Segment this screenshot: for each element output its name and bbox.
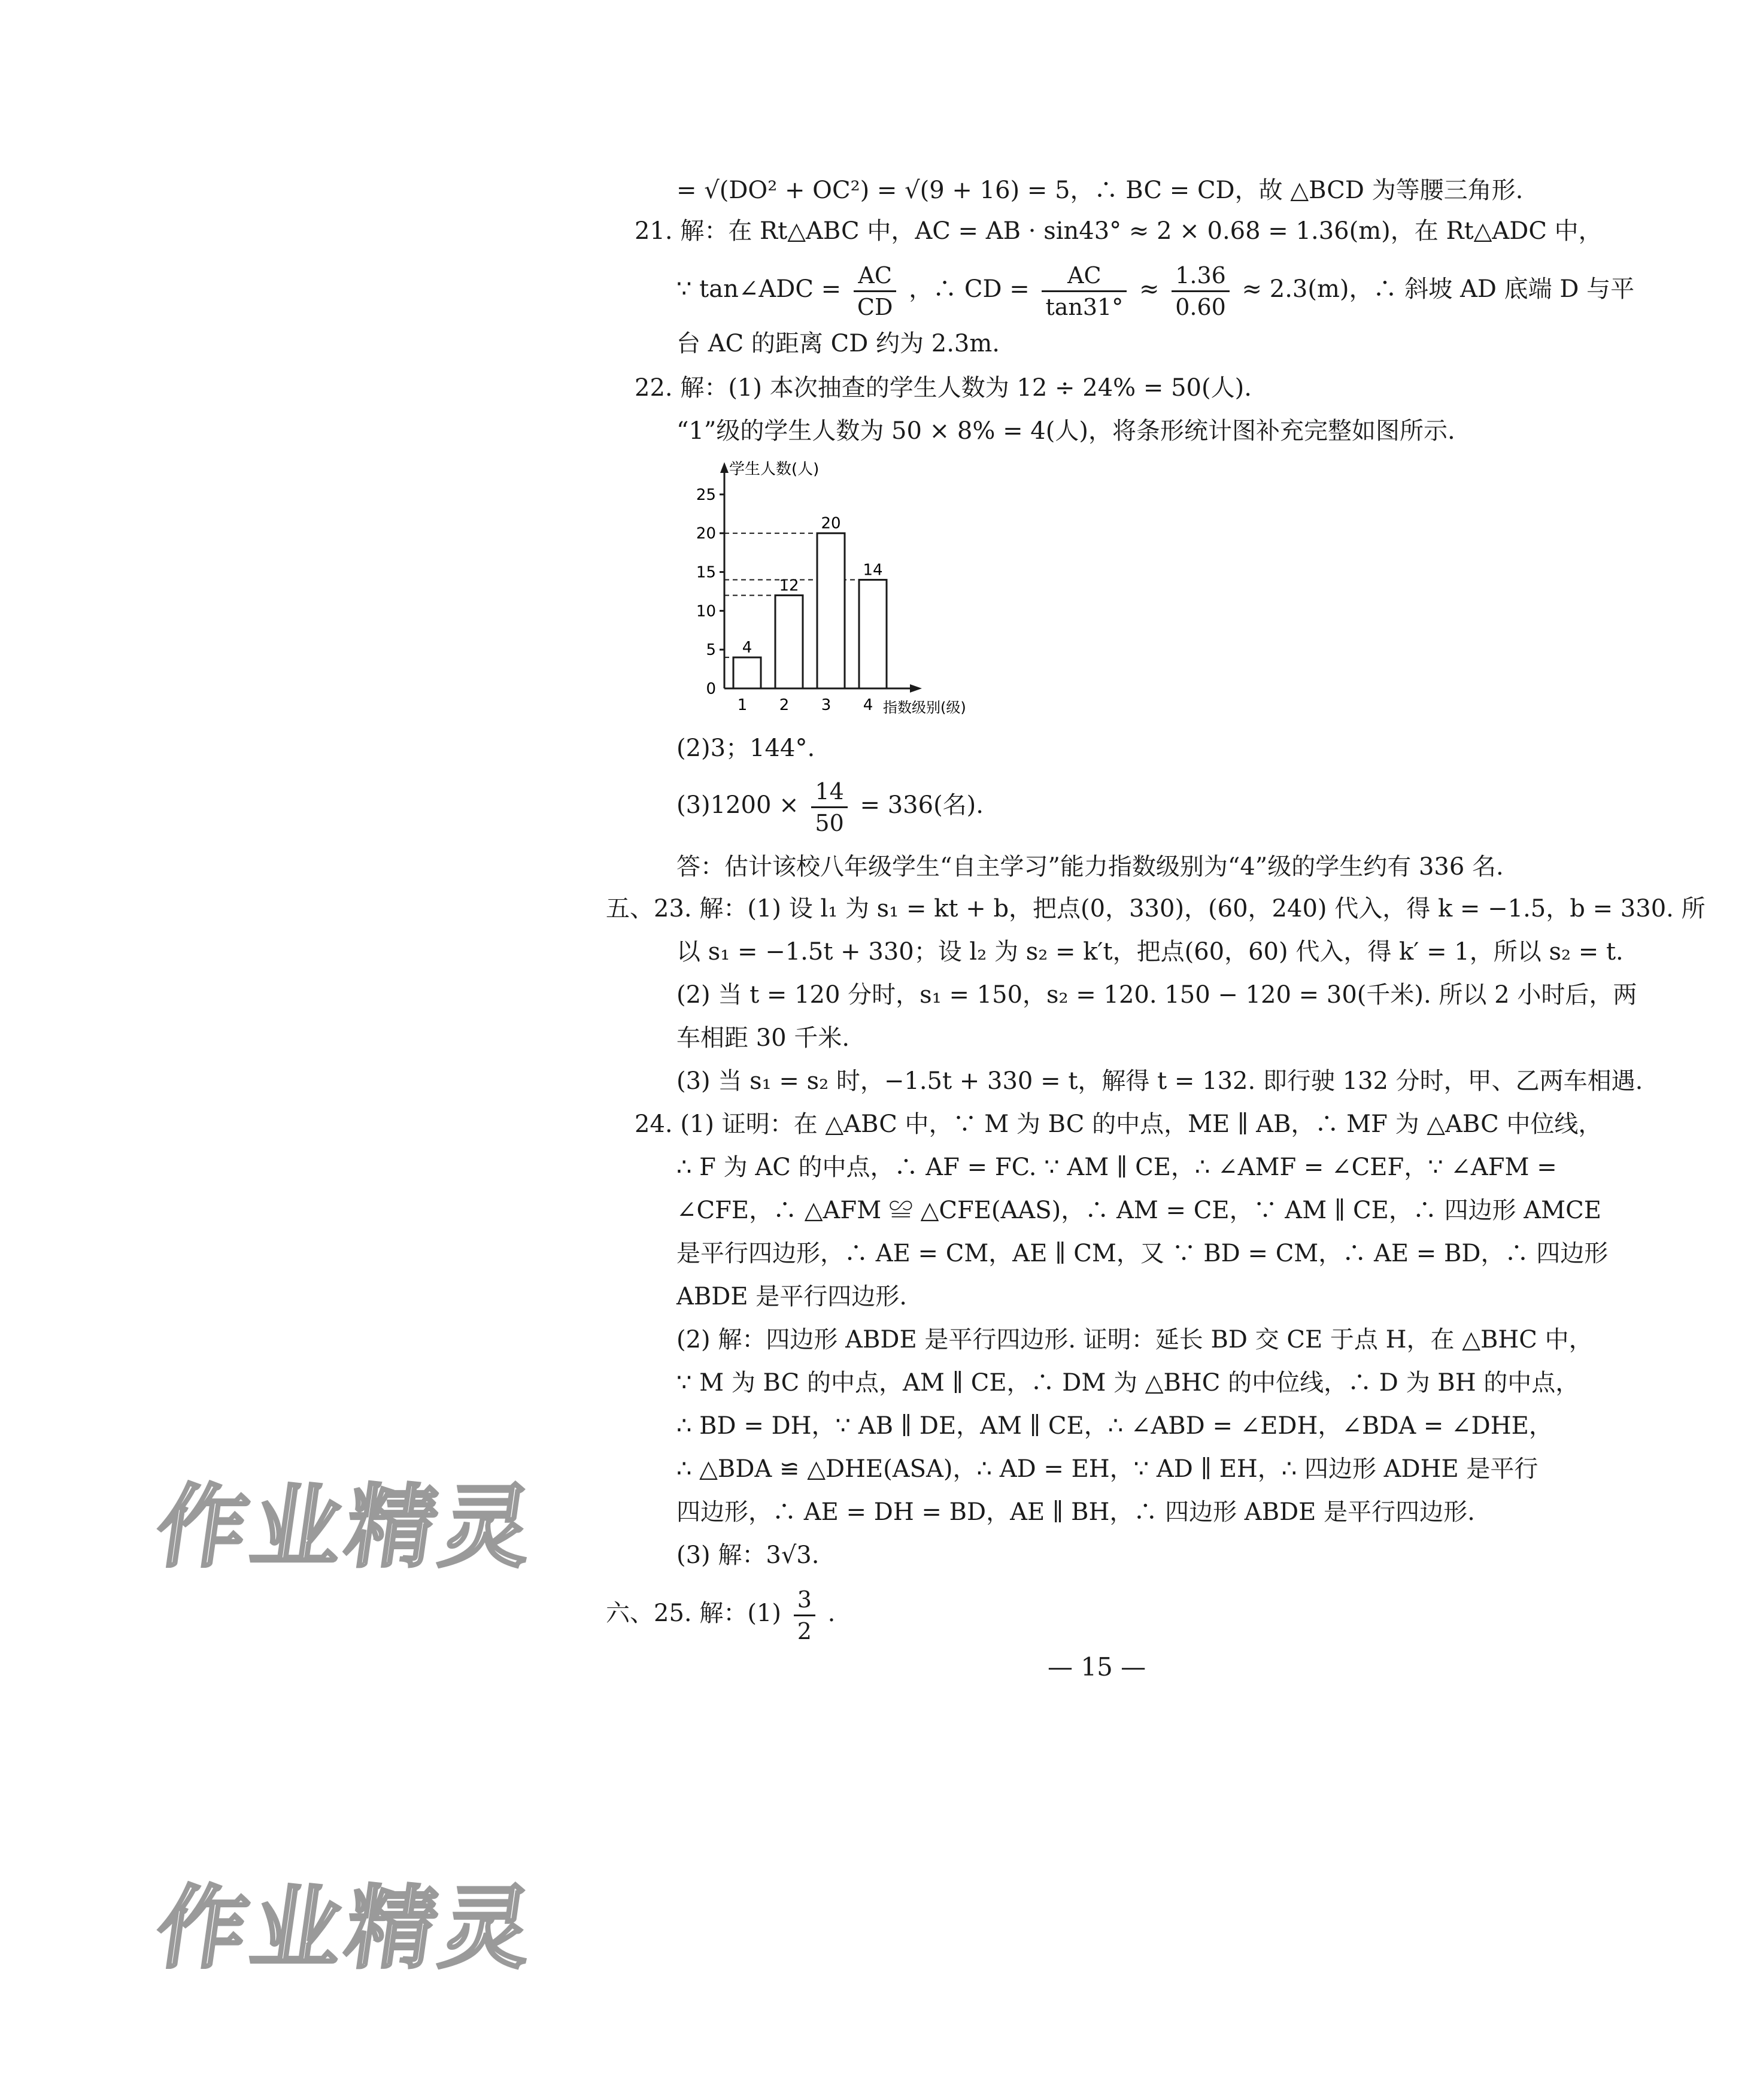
- y-tick-label: 20: [696, 524, 716, 543]
- numerator: 3: [794, 1588, 815, 1616]
- text-line: ∠CFE，∴ △AFM ≌ △CFE(AAS)，∴ AM = CE，∵ AM ∥ CE，∴ 四边形 AMCE: [676, 1197, 1601, 1224]
- text-line-problem-23: 五、23. 解：(1) 设 l₁ 为 s₁ = kt + b，把点(0，330)，(60，240) 代入，得 k = −1.5，b = 330. 所: [606, 895, 1706, 922]
- fraction: [1172, 264, 1230, 318]
- fraction: [854, 264, 897, 318]
- numerator: AC: [854, 264, 897, 292]
- bar: [775, 595, 803, 688]
- text-line: 车相距 30 千米.: [676, 1024, 850, 1052]
- x-axis-arrow: [910, 684, 922, 693]
- y-axis-label: 学生人数(人): [729, 460, 820, 478]
- bar-value-label: 4: [742, 639, 752, 657]
- text-line: (2)3；144°.: [676, 735, 815, 762]
- x-tick-label: 3: [821, 696, 832, 714]
- text-line: 四边形，∴ AE = DH = BD，AE ∥ BH，∴ 四边形 ABDE 是平行四边形.: [676, 1498, 1475, 1526]
- y-tick-label: 0: [706, 680, 716, 698]
- fraction: [811, 780, 847, 834]
- bar-value-label: 12: [779, 576, 799, 595]
- text-segment: 六、25. 解：(1): [606, 1600, 781, 1627]
- text-line: ∴ F 为 AC 的中点，∴ AF = FC. ∵ AM ∥ CE，∴ ∠AMF = ∠CEF，∵ ∠AFM =: [676, 1154, 1557, 1181]
- text-segment: (3)1200 ×: [676, 791, 799, 819]
- text-segment: ≈: [1139, 275, 1160, 303]
- text-line: ∴ BD = DH，∵ AB ∥ DE，AM ∥ CE，∴ ∠ABD = ∠EDH，∠BDA = ∠DHE，: [676, 1412, 1553, 1440]
- y-axis-arrow: [720, 462, 729, 473]
- y-tick-label: 10: [696, 602, 716, 621]
- text-segment: ∵ tan∠ADC =: [676, 275, 842, 303]
- x-tick-label: 2: [779, 696, 790, 714]
- text-line: ABDE 是平行四边形.: [676, 1283, 907, 1310]
- text-line-problem-24: 24. (1) 证明：在 △ABC 中，∵ M 为 BC 的中点，ME ∥ AB，∴ MF 为 △ABC 中位线，: [635, 1110, 1603, 1138]
- fraction: [794, 1588, 815, 1643]
- denominator: 0.60: [1175, 293, 1226, 320]
- text-segment: = 336(名).: [860, 791, 984, 819]
- text-line: ∴ △BDA ≌ △DHE(ASA)，∴ AD = EH，∵ AD ∥ EH，∴ 四边形 ADHE 是平行: [676, 1455, 1539, 1483]
- x-axis-label: 指数级别(级): [883, 699, 966, 716]
- text-segment: ≈ 2.3(m)，∴ 斜坡 AD 底端 D 与平: [1242, 275, 1635, 303]
- text-line: ∵ M 为 BC 的中点，AM ∥ CE，∴ DM 为 △BHC 的中位线，∴ D 为 BH 的中点，: [676, 1369, 1580, 1397]
- bar: [817, 533, 845, 688]
- text-line: “1”级的学生人数为 50 × 8% = 4(人)，将条形统计图补充完整如图所示.: [676, 417, 1455, 445]
- text-line: 台 AC 的距离 CD 约为 2.3m.: [676, 330, 1000, 357]
- text-line: (3) 当 s₁ = s₂ 时，−1.5t + 330 = t，解得 t = 132. 即行驶 132 分时，甲、乙两车相遇.: [676, 1067, 1643, 1095]
- text-segment: ，∴ CD =: [909, 275, 1030, 303]
- page-number: — 15 —: [1048, 1652, 1146, 1682]
- text-line: = √(DO² + OC²) = √(9 + 16) = 5，∴ BC = CD，故 △BCD 为等腰三角形.: [676, 177, 1524, 204]
- text-line-problem-21: 21. 解：在 Rt△ABC 中，AC = AB · sin43° ≈ 2 × 0.68 = 1.36(m)，在 Rt△ADC 中，: [635, 217, 1603, 245]
- text-line: 以 s₁ = −1.5t + 330；设 l₂ 为 s₂ = k′t，把点(60，60) 代入，得 k′ = 1，所以 s₂ = t.: [676, 938, 1624, 966]
- bar-value-label: 20: [821, 514, 841, 533]
- bar: [859, 580, 887, 688]
- y-tick-label: 25: [696, 485, 716, 504]
- numerator: 1.36: [1172, 264, 1230, 292]
- text-line-problem-25: [606, 1580, 835, 1646]
- bar: [733, 657, 761, 688]
- numerator: 14: [811, 780, 847, 808]
- text-line: 答：估计该校八年级学生“自主学习”能力指数级别为“4”级的学生约有 336 名.: [676, 853, 1504, 881]
- y-tick-label: 5: [706, 641, 716, 660]
- bar-value-label: 14: [863, 561, 883, 579]
- numerator: AC: [1042, 264, 1127, 292]
- denominator: 50: [815, 809, 844, 836]
- text-line: (2) 当 t = 120 分时，s₁ = 150，s₂ = 120. 150 − 120 = 30(千米). 所以 2 小时后，两: [676, 981, 1637, 1009]
- text-line-fractions: [676, 256, 1634, 322]
- fraction: [1042, 264, 1127, 318]
- bar-chart: [676, 455, 1036, 730]
- text-segment: .: [827, 1600, 836, 1627]
- text-line: 是平行四边形，∴ AE = CM，AE ∥ CM，又 ∵ BD = CM，∴ AE = BD，∴ 四边形: [676, 1240, 1609, 1267]
- text-line-fraction: [676, 772, 984, 838]
- denominator: CD: [857, 293, 893, 320]
- watermark: 作业精灵: [150, 1877, 544, 1981]
- text-line: (3) 解：3√3.: [676, 1541, 820, 1569]
- x-tick-label: 4: [863, 696, 873, 714]
- denominator: 2: [797, 1618, 812, 1644]
- x-tick-label: 1: [737, 696, 748, 714]
- watermark: 作业精灵: [150, 1476, 544, 1580]
- denominator: tan31°: [1045, 293, 1124, 320]
- text-line: (2) 解：四边形 ABDE 是平行四边形. 证明：延长 BD 交 CE 于点 H，在 △BHC 中，: [676, 1326, 1593, 1354]
- text-line-problem-22: 22. 解：(1) 本次抽查的学生人数为 12 ÷ 24% = 50(人).: [635, 374, 1252, 402]
- y-tick-label: 15: [696, 563, 716, 582]
